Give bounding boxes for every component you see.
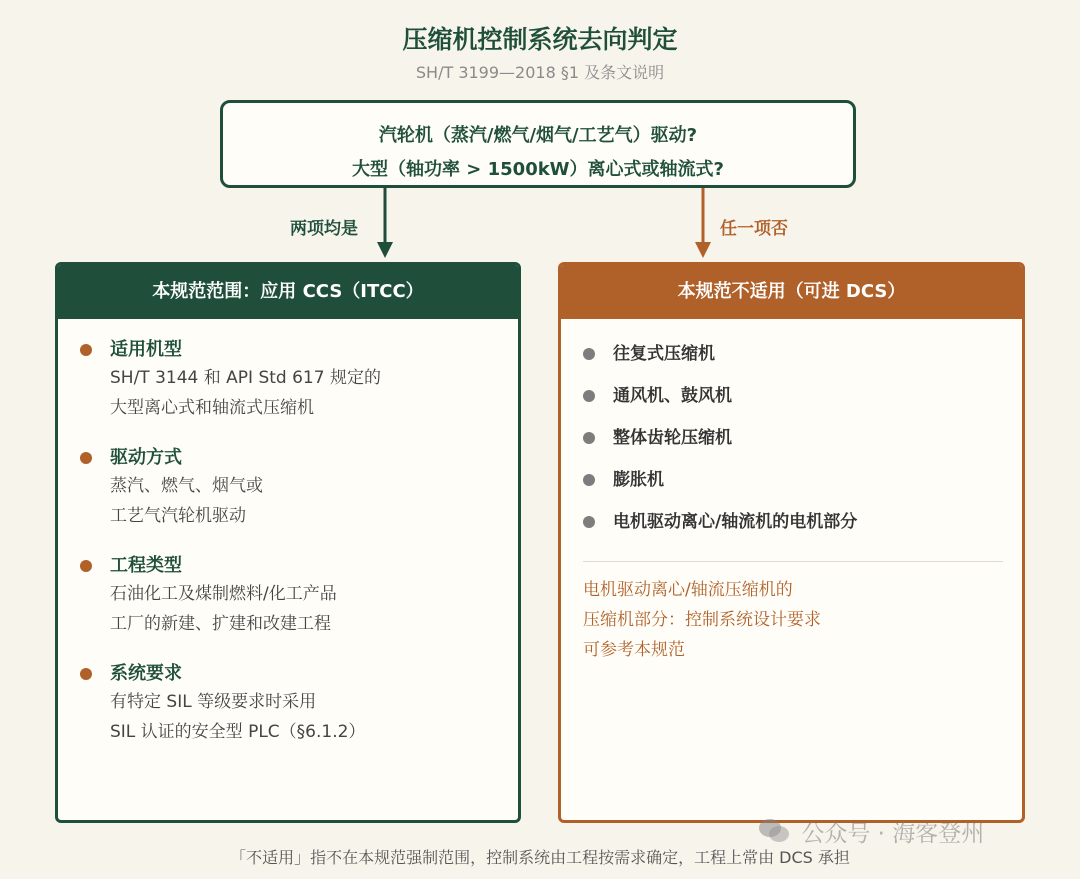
section-drive-mode — [80, 445, 263, 531]
section-line: 石油化工及煤制燃料/化工产品 — [110, 584, 337, 604]
note-line: 可参考本规范 — [583, 640, 685, 660]
bullet-dot-icon — [80, 668, 92, 680]
in-scope-header: 本规范范围：应用 CCS（ITCC） — [58, 265, 518, 319]
wechat-icon — [758, 817, 790, 845]
scope-note — [583, 575, 821, 665]
section-title: 适用机型 — [110, 339, 182, 360]
bullet-dot-icon — [80, 452, 92, 464]
watermark-text: 公众号 · 海客登州 — [801, 821, 985, 847]
list-item: 膨胀机 — [583, 467, 664, 493]
section-system-requirement — [80, 661, 365, 747]
section-title: 驱动方式 — [110, 447, 182, 468]
diagram-title: 压缩机控制系统去向判定 — [402, 25, 678, 54]
note-line: 压缩机部分：控制系统设计要求 — [583, 610, 821, 630]
out-of-scope-panel — [558, 262, 1025, 823]
section-line: 蒸汽、燃气、烟气或 — [110, 476, 263, 496]
yes-arrow-head — [377, 242, 393, 258]
bullet-dot-icon — [583, 348, 595, 360]
section-line: 工艺气汽轮机驱动 — [110, 506, 246, 526]
note-line: 电机驱动离心/轴流压缩机的 — [583, 580, 793, 600]
section-machine-type — [80, 337, 381, 423]
watermark — [758, 815, 984, 848]
in-scope-panel — [55, 262, 521, 823]
list-item: 电机驱动离心/轴流机的电机部分 — [583, 509, 857, 535]
section-line: SIL 认证的安全型 PLC（§6.1.2） — [110, 722, 366, 742]
section-title: 系统要求 — [110, 663, 182, 684]
bullet-dot-icon — [80, 560, 92, 572]
question-line-2: 大型（轴功率 > 1500kW）离心式或轴流式? — [352, 159, 724, 180]
no-arrow-head — [695, 242, 711, 258]
list-item: 往复式压缩机 — [583, 341, 715, 367]
out-of-scope-header: 本规范不适用（可进 DCS） — [561, 265, 1022, 319]
section-line: 有特定 SIL 等级要求时采用 — [110, 692, 317, 712]
bullet-dot-icon — [583, 474, 595, 486]
section-line: 工厂的新建、扩建和改建工程 — [110, 614, 331, 634]
list-item: 通风机、鼓风机 — [583, 383, 732, 409]
yes-branch-label: 两项均是 — [290, 219, 358, 239]
section-title: 工程类型 — [110, 555, 182, 576]
bullet-dot-icon — [583, 390, 595, 402]
bullet-dot-icon — [583, 432, 595, 444]
no-branch-label: 任一项否 — [720, 219, 788, 239]
section-line: SH/T 3144 和 API Std 617 规定的 — [110, 368, 381, 388]
list-item: 整体齿轮压缩机 — [583, 425, 732, 451]
divider — [583, 561, 1003, 562]
bullet-dot-icon — [583, 516, 595, 528]
diagram-subtitle: SH/T 3199—2018 §1 及条文说明 — [415, 63, 665, 82]
bullet-dot-icon — [80, 344, 92, 356]
footer-note: 「不适用」指不在本规范强制范围，控制系统由工程按需求确定，工程上常由 DCS 承担 — [230, 848, 850, 867]
section-line: 大型离心式和轴流式压缩机 — [110, 398, 314, 418]
question-line-1: 汽轮机（蒸汽/燃气/烟气/工艺气）驱动? — [378, 125, 698, 146]
section-project-type — [80, 553, 337, 639]
